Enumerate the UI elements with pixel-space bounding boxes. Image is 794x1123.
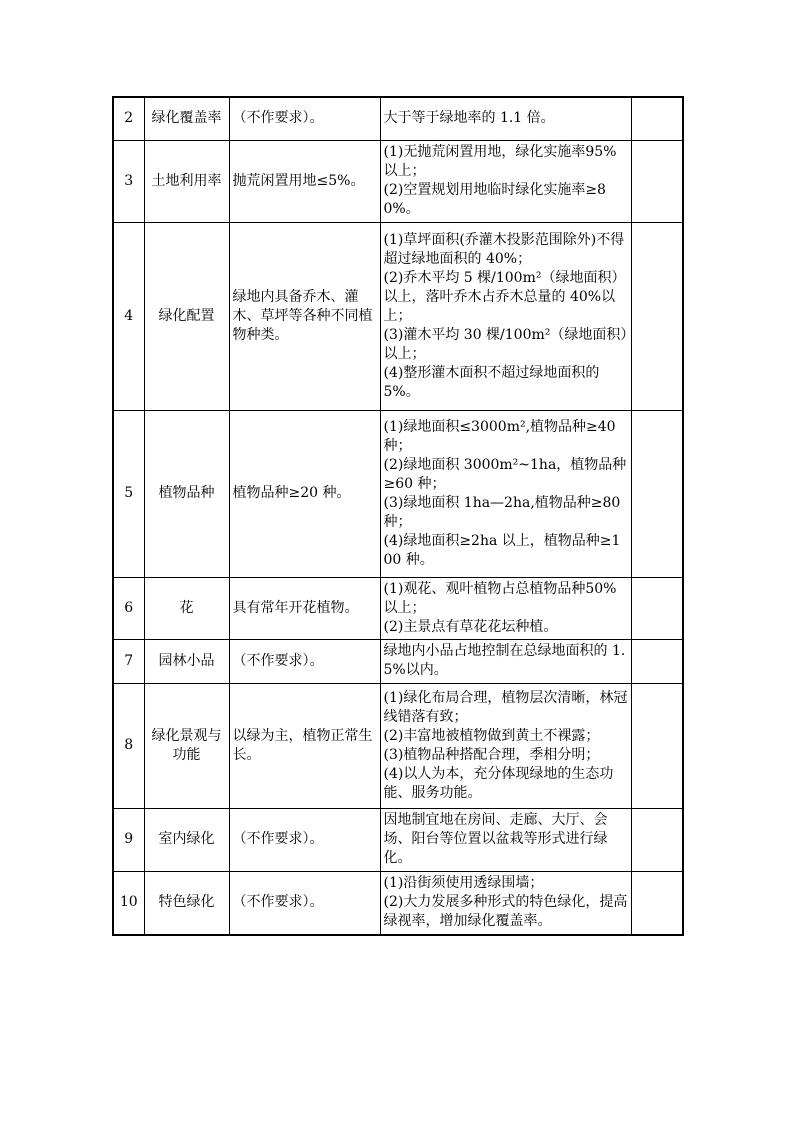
requirement-cell	[380, 577, 631, 639]
table-row	[113, 222, 683, 410]
requirement-line: (1)草坪面积(乔灌木投影范围除外)不得超过绿地面积的 40%；	[383, 231, 625, 267]
row-number: 3	[113, 140, 144, 222]
basic-standard: 以绿为主，植物正常生长。	[229, 683, 380, 808]
remarks-cell	[631, 871, 683, 935]
requirement-cell	[380, 97, 631, 140]
table-row	[113, 871, 683, 935]
row-number: 5	[113, 410, 144, 577]
item-name: 植物品种	[144, 410, 229, 577]
basic-standard: 绿地内具备乔木、灌木、草坪等各种不同植物种类。	[229, 222, 380, 410]
requirement-line: (2)乔木平均 5 棵/100m²（绿地面积）以上，落叶乔木占乔木总量的 40%以上；	[383, 269, 626, 324]
requirement-cell	[380, 871, 631, 935]
table-row	[113, 577, 683, 639]
requirement-line: 大于等于绿地率的 1.1 倍。	[383, 110, 555, 127]
item-name: 绿化配置	[144, 222, 229, 410]
requirement-line: (2)空置规划用地临时绿化实施率≥80%。	[383, 182, 606, 217]
table-row	[113, 808, 683, 871]
requirement-cell	[380, 222, 631, 410]
remarks-cell	[631, 410, 683, 577]
requirement-line: (4)绿地面积≥2ha 以上，植物品种≥100 种。	[383, 532, 621, 568]
row-number: 7	[113, 639, 144, 683]
item-name: 园林小品	[144, 639, 229, 683]
item-name: 绿化景观与功能	[144, 683, 229, 808]
remarks-cell	[631, 577, 683, 639]
basic-standard: （不作要求）。	[229, 808, 380, 871]
basic-standard: 抛荒闲置用地≤5%。	[229, 140, 380, 222]
table-row	[113, 97, 683, 140]
requirement-line: (2)大力发展多种形式的特色绿化，提高绿视率，增加绿化覆盖率。	[383, 894, 628, 930]
requirement-cell	[380, 808, 631, 871]
requirement-line: (3)植物品种搭配合理，季相分明；	[383, 746, 600, 763]
requirement-line: (1)观花、观叶植物占总植物品种50%以上；	[383, 580, 617, 616]
requirement-line: (1)沿街须使用透绿围墙；	[383, 875, 544, 892]
requirement-cell	[380, 140, 631, 222]
remarks-cell	[631, 140, 683, 222]
basic-standard: 具有常年开花植物。	[229, 577, 380, 639]
remarks-cell	[631, 808, 683, 871]
requirement-line: (3)灌木平均 30 棵/100m²（绿地面积）以上；	[383, 326, 628, 362]
basic-standard: （不作要求）。	[229, 639, 380, 683]
remarks-cell	[631, 222, 683, 410]
requirement-line: (2)主景点有草花花坛种植。	[383, 618, 558, 635]
row-number: 6	[113, 577, 144, 639]
standards-table	[112, 96, 684, 936]
item-name: 土地利用率	[144, 140, 229, 222]
table-row	[113, 140, 683, 222]
standards-table-body	[113, 97, 683, 935]
table-row	[113, 410, 683, 577]
row-number: 2	[113, 97, 144, 140]
requirement-line: 绿地内小品占地控制在总绿地面积的 1.5%以内。	[383, 643, 626, 678]
table-row	[113, 683, 683, 808]
basic-standard: （不作要求）。	[229, 871, 380, 935]
row-number: 9	[113, 808, 144, 871]
item-name: 室内绿化	[144, 808, 229, 871]
item-name: 特色绿化	[144, 871, 229, 935]
remarks-cell	[631, 683, 683, 808]
requirement-cell	[380, 410, 631, 577]
remarks-cell	[631, 639, 683, 683]
requirement-line: (1)无抛荒闲置用地，绿化实施率95%以上；	[383, 144, 617, 179]
requirement-cell	[380, 639, 631, 683]
requirement-line: 因地制宜地在房间、走廊、大厅、会场、阳台等位置以盆栽等形式进行绿化。	[383, 812, 608, 866]
requirement-line: (4)以人为本，充分体现绿地的生态功能、服务功能。	[383, 765, 614, 801]
requirement-line: (3)绿地面积 1ha—2ha,植物品种≥80 种；	[383, 494, 621, 530]
requirement-line: (2)丰富地被植物做到黄土不裸露；	[383, 727, 600, 744]
row-number: 10	[113, 871, 144, 935]
item-name: 花	[144, 577, 229, 639]
row-number: 4	[113, 222, 144, 410]
remarks-cell	[631, 97, 683, 140]
row-number: 8	[113, 683, 144, 808]
requirement-cell	[380, 683, 631, 808]
requirement-line: (2)绿地面积 3000m²~1ha，植物品种≥60 种；	[383, 456, 627, 492]
basic-standard: 植物品种≥20 种。	[229, 410, 380, 577]
table-row	[113, 639, 683, 683]
requirement-line: (4)整形灌木面积不超过绿地面积的 5%。	[383, 364, 600, 400]
requirement-line: (1)绿化布局合理，植物层次清晰，林冠线错落有致；	[383, 689, 628, 725]
requirement-line: (1)绿地面积≤3000m²,植物品种≥40 种；	[383, 418, 616, 454]
item-name: 绿化覆盖率	[144, 97, 229, 140]
basic-standard: （不作要求）。	[229, 97, 380, 140]
